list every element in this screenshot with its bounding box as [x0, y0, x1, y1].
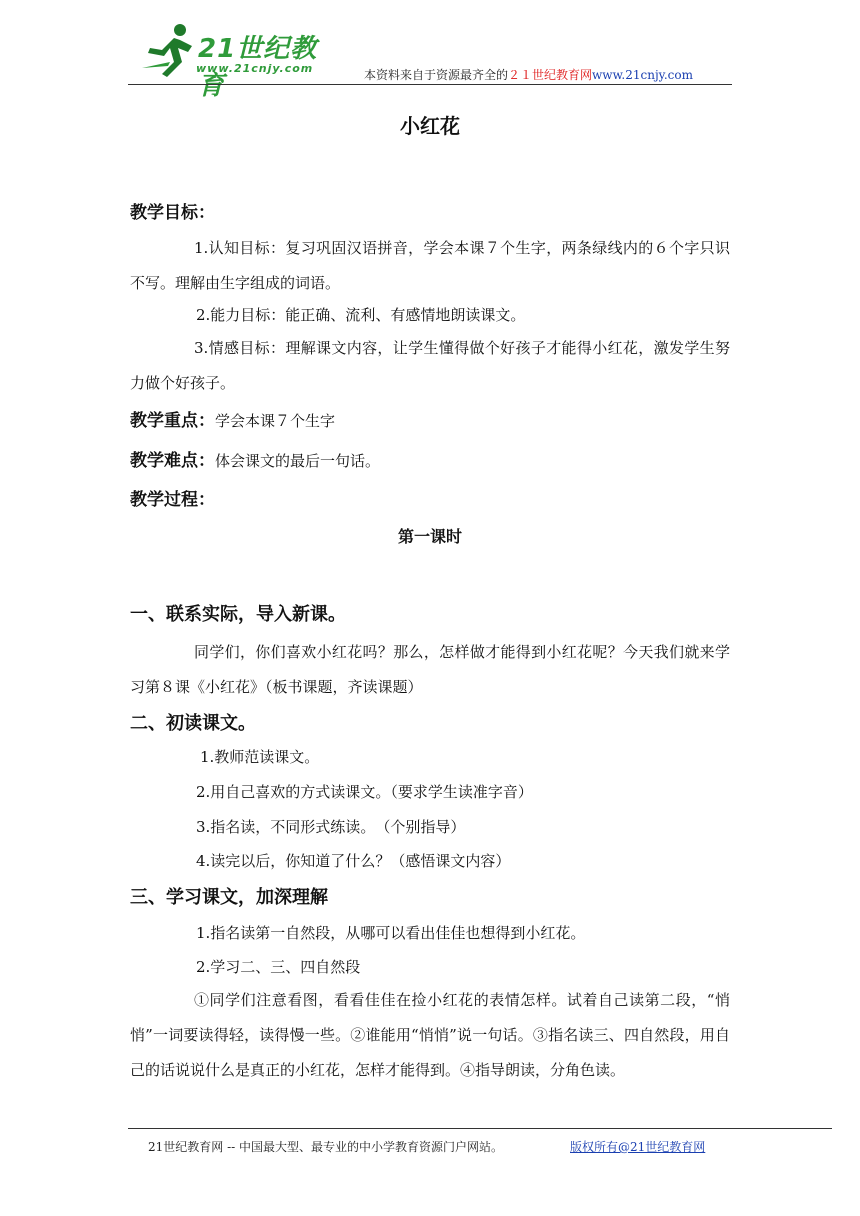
section-2-item: 4.读完以后，你知道了什么？（感悟课文内容）: [196, 852, 511, 870]
site-logo[interactable]: [140, 22, 340, 101]
lesson-heading: 第一课时: [397, 527, 462, 546]
section-2-item: 2.用自己喜欢的方式读课文。（要求学生读准字音）: [196, 783, 533, 801]
header-divider: [128, 84, 732, 85]
section-3-text: ①同学们注意看图，看看佳佳在捡小红花的表情怎样。试着自己读第二段，“悄悄”一词要读得轻，读得慢一些。②谁能用“悄悄”说一句话。③指名读三、四自然段，用自己的话说说什么是真正的小红花，怎样才能得到。④指导朗读，分角色读。: [130, 991, 730, 1079]
section-2-item: 3.指名读，不同形式练读。 （个别指导）: [196, 818, 466, 836]
header-source-note: [364, 66, 693, 83]
objectives-label: 教学目标：: [130, 203, 215, 223]
header-note-prefix: 本资料来自于资源最齐全的: [364, 68, 509, 82]
footer-copyright-link[interactable]: 版权所有@21世纪教育网: [570, 1140, 706, 1154]
logo-url-text: www.21cnjy.com: [196, 62, 314, 75]
objective-item-1: 1.认知目标：复习巩固汉语拼音，学会本课７个生字，两条绿线内的６个字只识不写。理解由生字组成的词语。: [130, 239, 730, 292]
objective-item-2: 2.能力目标：能正确、流利、有感情地朗读课文。: [196, 306, 526, 324]
page-header: [0, 0, 860, 101]
difficulty: [130, 446, 380, 471]
section-1-heading: 一、联系实际，导入新课。: [130, 604, 346, 625]
document-title: 小红花: [400, 114, 460, 138]
process-label: 教学过程：: [130, 490, 215, 510]
runner-logo-icon: [140, 22, 200, 78]
section-3-heading: 三、学习课文，加深理解: [130, 887, 328, 908]
section-3-item-1: 1.指名读第一自然段，从哪可以看出佳佳也想得到小红花。: [196, 924, 586, 942]
section-2-item: 1.教师范读课文。: [200, 748, 320, 766]
objective-item-3: 3.情感目标：理解课文内容，让学生懂得做个好孩子才能得小红花，激发学生努力做个好孩子。: [130, 339, 730, 392]
section-1-text: 同学们，你们喜欢小红花吗？那么，怎样做才能得到小红花呢？今天我们就来学习第８课《小红花》（板书课题，齐读课题）: [130, 643, 730, 696]
footer-divider: [128, 1128, 832, 1129]
footer-description: 21世纪教育网 -- 中国最大型、最专业的中小学教育资源门户网站。: [148, 1140, 504, 1154]
difficulty-label: 教学难点：: [130, 451, 215, 471]
key-point-label: 教学重点：: [130, 411, 215, 431]
logo-brand-text: 21世纪教育: [198, 34, 318, 101]
difficulty-text: 体会课文的最后一句话。: [215, 452, 381, 470]
header-note-url[interactable]: www.21cnjy.com: [592, 68, 693, 82]
key-point-text: 学会本课７个生字: [215, 412, 336, 430]
section-2-heading: 二、初读课文。: [130, 713, 256, 734]
header-note-site[interactable]: ２１世纪教育网: [508, 68, 593, 82]
key-point: [130, 406, 335, 431]
section-3-item-2: 2.学习二、三、四自然段: [196, 958, 361, 976]
